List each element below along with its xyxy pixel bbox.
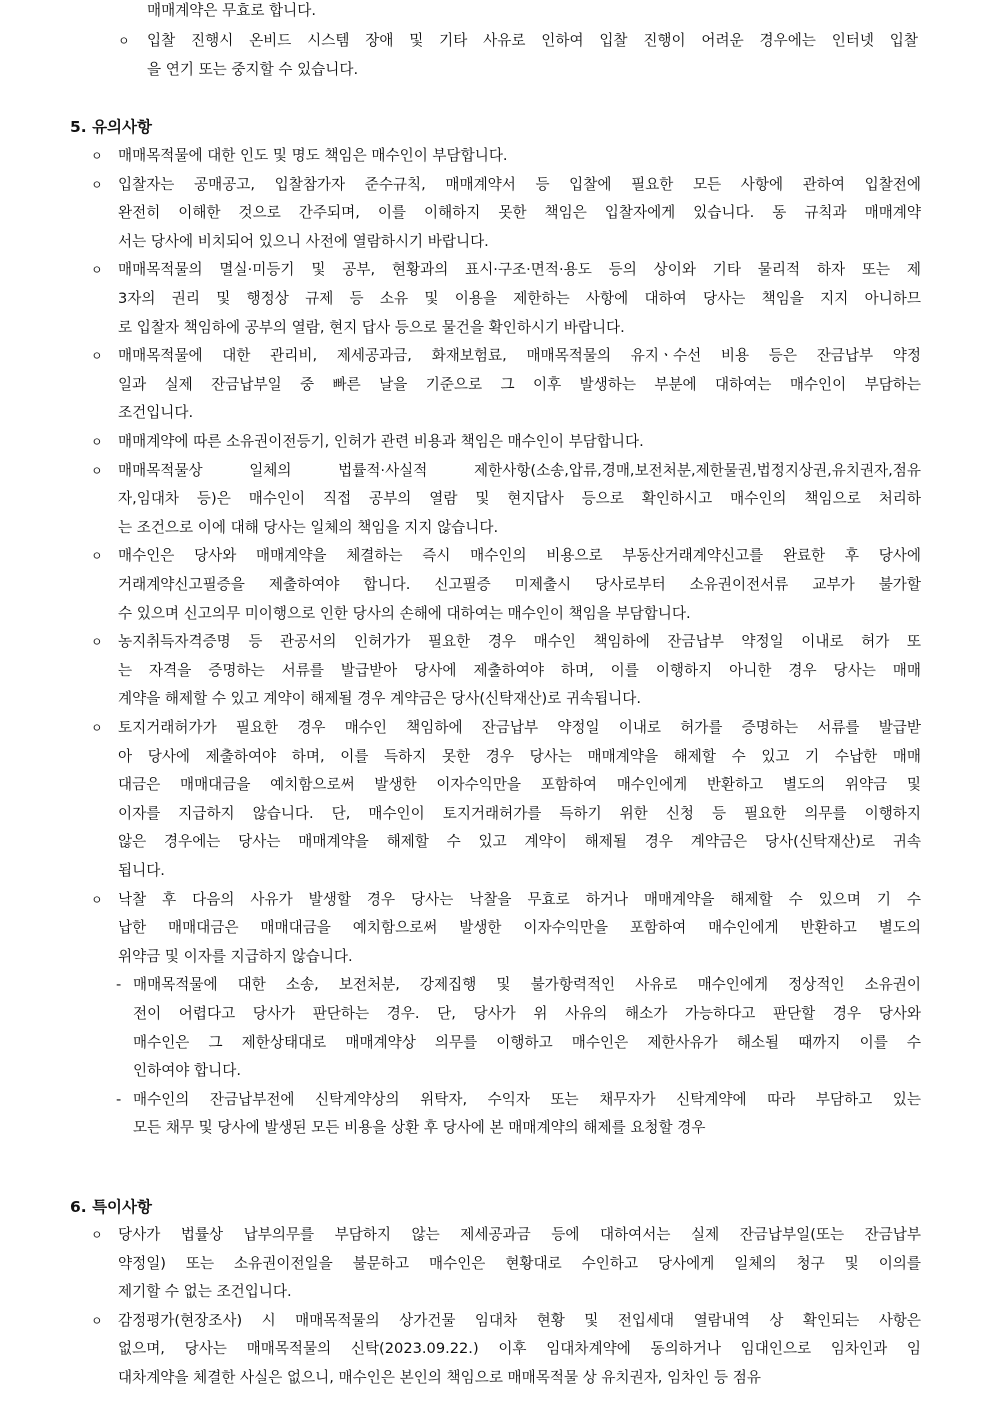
text-line: 제기할 수 없는 조건입니다. [118, 1283, 292, 1301]
text-line: 낙찰 후 다음의 사유가 발생할 경우 당사는 낙찰을 무효로 하거나 매매계약을 해제할 수 있으며 기 수 [118, 890, 921, 908]
text-line: 서는 당사에 비치되어 있으니 사전에 열람하시기 바랍니다. [118, 232, 489, 250]
sub-list-item [116, 971, 921, 1085]
text-line: 납한 매매대금은 매매대금을 예치함으로써 발생한 이자수익만을 포함하여 매수인에게 반환하고 별도의 [118, 919, 921, 937]
bullet-marker: ㅇ [91, 892, 103, 907]
text-line: 위약금 및 이자를 지급하지 않습니다. [118, 947, 353, 965]
section-heading: 6. 특이사항 [70, 1198, 152, 1216]
list-item [91, 1221, 921, 1307]
bullet-marker: ㅇ [91, 549, 103, 564]
bullet-marker: ㅇ [91, 349, 103, 364]
bullet-marker: ㅇ [91, 1313, 103, 1328]
intro-continuation [147, 0, 917, 26]
text-line: 농지취득자격증명 등 관공서의 인허가가 필요한 경우 매수인 책임하에 잔금납부 약정일 이내로 허가 또 [118, 633, 921, 651]
text-line: 매매목적물에 대한 소송, 보전처분, 강제집행 및 불가항력적인 사유로 매수인에게 정상적인 소유권이 [133, 976, 921, 994]
text-line: 거래계약신고필증을 제출하여야 합니다. 신고필증 미제출시 당사로부터 소유권이전서류 교부가 불가할 [118, 575, 921, 593]
list-item [91, 457, 921, 543]
text-line: 매수인은 당사와 매매계약을 체결하는 즉시 매수인의 비용으로 부동산거래계약신고를 완료한 후 당사에 [118, 547, 921, 565]
bullet-marker: ㅇ [91, 435, 103, 449]
list-item [91, 886, 921, 972]
bullet-marker: ㅇ [91, 463, 103, 478]
bullet-marker: ㅇ [91, 635, 103, 650]
bullet-marker: ㅇ [91, 263, 103, 278]
text-line: 않은 경우에는 당사는 매매계약을 해제할 수 있고 계약이 해제될 경우 계약금은 당사(신탁재산)로 귀속 [118, 833, 921, 851]
text-line: 모든 채무 및 당사에 발생된 모든 비용을 상환 후 당사에 본 매매계약의 해제를 요청할 경우 [133, 1119, 706, 1137]
list-item [91, 1307, 921, 1393]
intro-bullet [118, 27, 918, 84]
text-line: 전이 어렵다고 당사가 판단하는 경우. 단, 당사가 위 사유의 해소가 가능하다고 판단할 경우 당사와 [133, 1004, 921, 1022]
text-line: 계약을 해제할 수 있고 계약이 해제될 경우 계약금은 당사(신탁재산)로 귀속됩니다. [118, 690, 641, 708]
text-line: 로 입찰자 책임하에 공부의 열람, 현지 답사 등으로 물건을 확인하시기 바랍니다. [118, 318, 625, 336]
text-line: 매매목적물에 대한 관리비, 제세공과금, 화재보험료, 매매목적물의 유지ㆍ수선 비용 등은 잔금납부 약정 [118, 347, 921, 365]
text-line: 이자를 지급하지 않습니다. 단, 매수인이 토지거래허가를 득하기 위한 신청 등 필요한 의무를 이행하지 [118, 804, 921, 822]
list-item [91, 542, 921, 628]
bullet-marker: ㅇ [118, 34, 130, 48]
text-line: 매매계약은 무효로 합니다. [147, 2, 316, 19]
text-line: 됩니다. [118, 861, 165, 879]
text-line: 조건입니다. [118, 404, 194, 422]
dash-marker: - [116, 976, 122, 994]
text-line: 입찰자는 공매공고, 입찰참가자 준수규칙, 매매계약서 등 입찰에 필요한 모든 사항에 관하여 입찰전에 [118, 175, 921, 193]
text-line: 대차계약을 체결한 사실은 없으니, 매수인은 본인의 책임으로 매매목적물 상 유치권자, 임차인 등 점유 [118, 1368, 761, 1386]
text-line: 는 조건으로 이에 대해 당사는 일체의 책임을 지지 않습니다. [118, 518, 499, 536]
text-line: 매수인은 그 제한상태대로 매매계약상 의무를 이행하고 매수인은 제한사유가 해소될 때까지 이를 수 [133, 1033, 921, 1051]
bullet-marker: ㅇ [91, 1228, 103, 1242]
bullet-marker: ㅇ [91, 149, 103, 163]
list-item [91, 428, 921, 457]
bullet-marker: ㅇ [91, 177, 103, 192]
text-line: 매매목적물의 멸실·미등기 및 공부, 현황과의 표시·구조·면적·용도 등의 상이와 기타 물리적 하자 또는 제 [118, 261, 921, 279]
list-item [91, 628, 921, 714]
text-line: 자,임대차 등)은 매수인이 직접 공부의 열람 및 현지답사 등으로 확인하시고 매수인의 책임으로 처리하 [118, 490, 921, 508]
dash-marker: - [116, 1090, 122, 1108]
text-line: 약정일) 또는 소유권이전일을 불문하고 매수인은 현황대로 수인하고 당사에게 일체의 청구 및 이의를 [118, 1254, 921, 1272]
text-line: 는 자격을 증명하는 서류를 발급받아 당사에 제출하여야 하며, 이를 이행하지 아니한 경우 당사는 매매 [118, 661, 921, 679]
text-line: 매매목적물상 일체의 법률적·사실적 제한사항(소송,압류,경매,보전처분,제한물권,법정지상권,유치권자,점유 [118, 461, 921, 479]
section-heading: 5. 유의사항 [70, 118, 152, 136]
text-line: 감정평가(현장조사) 시 매매목적물의 상가건물 임대차 현황 및 전입세대 열람내역 상 확인되는 사항은 [118, 1311, 921, 1329]
sub-list-item [116, 1086, 921, 1143]
list-item [91, 342, 921, 428]
text-line: 을 연기 또는 중지할 수 있습니다. [147, 60, 359, 78]
text-line: 토지거래허가가 필요한 경우 매수인 책임하에 잔금납부 약정일 이내로 허가를 증명하는 서류를 발급받 [118, 719, 921, 736]
text-line: 아 당사에 제출하여야 하며, 이를 득하지 못한 경우 당사는 매매계약을 해제할 수 있고 기 수납한 매매 [118, 747, 921, 765]
text-line: 수 있으며 신고의무 미이행으로 인한 당사의 손해에 대하여는 매수인이 책임을 부담합니다. [118, 604, 691, 622]
bullet-marker: ㅇ [91, 721, 103, 735]
text-line: 입찰 진행시 온비드 시스템 장애 및 기타 사유로 인하여 입찰 진행이 어려운 경우에는 인터넷 입찰 [147, 32, 918, 49]
text-line: 일과 실제 잔금납부일 중 빠른 날을 기준으로 그 이후 발생하는 부분에 대하여는 매수인이 부담하는 [118, 375, 921, 393]
list-item [91, 171, 921, 257]
text-line: 당사가 법률상 납부의무를 부담하지 않는 제세공과금 등에 대하여서는 실제 잔금납부일(또는 잔금납부 [118, 1226, 921, 1243]
text-line: 인하여야 합니다. [133, 1062, 241, 1080]
text-line: 없으며, 당사는 매매목적물의 신탁(2023.09.22.) 이후 임대차계약에 동의하거나 임대인으로 임차인과 임 [118, 1340, 921, 1358]
text-line: 매매계약에 따른 소유권이전등기, 인허가 관련 비용과 책임은 매수인이 부담합니다. [118, 433, 644, 450]
list-item [91, 256, 921, 342]
text-line: 대금은 매매대금을 예치함으로써 발생한 이자수익만을 포함하여 매수인에게 반환하고 별도의 위약금 및 [118, 776, 921, 794]
list-item [91, 714, 921, 886]
list-item [91, 142, 921, 171]
text-line: 매매목적물에 대한 인도 및 명도 책임은 매수인이 부담합니다. [118, 147, 508, 164]
text-line: 완전히 이해한 것으로 간주되며, 이를 이해하지 못한 책임은 입찰자에게 있습니다. 동 규칙과 매매계약 [118, 204, 921, 222]
text-line: 3자의 권리 및 행정상 규제 등 소유 및 이용을 제한하는 사항에 대하여 당사는 책임을 지지 아니하므 [118, 289, 921, 307]
text-line: 매수인의 잔금납부전에 신탁계약상의 위탁자, 수익자 또는 채무자가 신탁계약에 따라 부담하고 있는 [133, 1090, 921, 1108]
